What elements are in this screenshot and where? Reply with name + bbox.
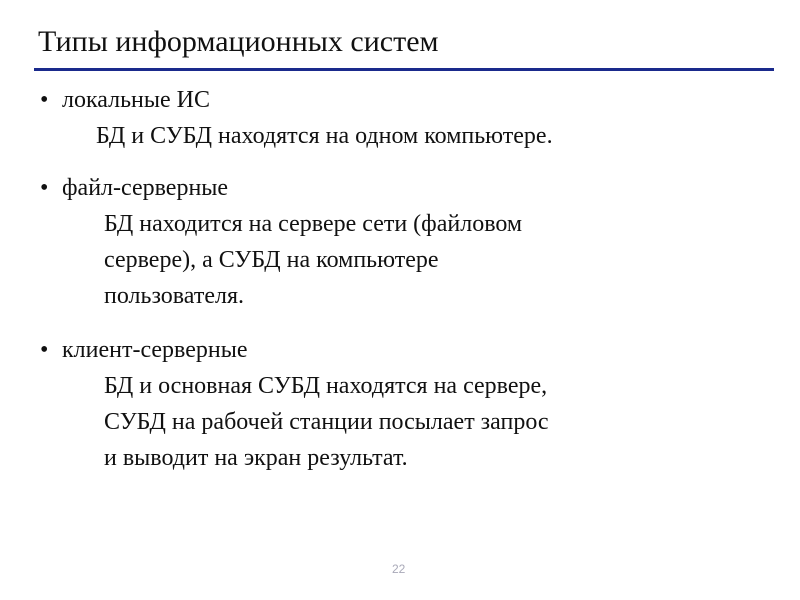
list-item-heading-text: клиент-серверные xyxy=(62,337,248,363)
page-number: 22 xyxy=(392,562,406,576)
bullet-list xyxy=(40,82,760,476)
bullet-icon: • xyxy=(40,87,49,113)
list-item-description: БД и СУБД находятся на одном компьютере. xyxy=(96,123,553,149)
list-item-heading xyxy=(40,82,760,118)
list-item-heading xyxy=(40,170,760,206)
bullet-icon: • xyxy=(40,175,49,201)
page-title: Типы информационных систем xyxy=(38,25,439,58)
title-divider xyxy=(34,68,774,71)
list-item-heading-text: локальные ИС xyxy=(62,87,211,113)
bullet-icon: • xyxy=(40,337,49,363)
list-item xyxy=(40,82,760,154)
list-item-description: БД и основная СУБД находятся на сервере, СУБД на рабочей станции посылает запрос и выводит на экран результат. xyxy=(104,373,549,471)
list-item-description: БД находится на сервере сети (файловом сервере), а СУБД на компьютере пользователя. xyxy=(104,211,523,309)
list-item xyxy=(40,170,760,314)
list-item xyxy=(40,332,760,476)
list-item-heading-text: файл-серверные xyxy=(62,175,229,201)
list-item-heading xyxy=(40,332,760,368)
